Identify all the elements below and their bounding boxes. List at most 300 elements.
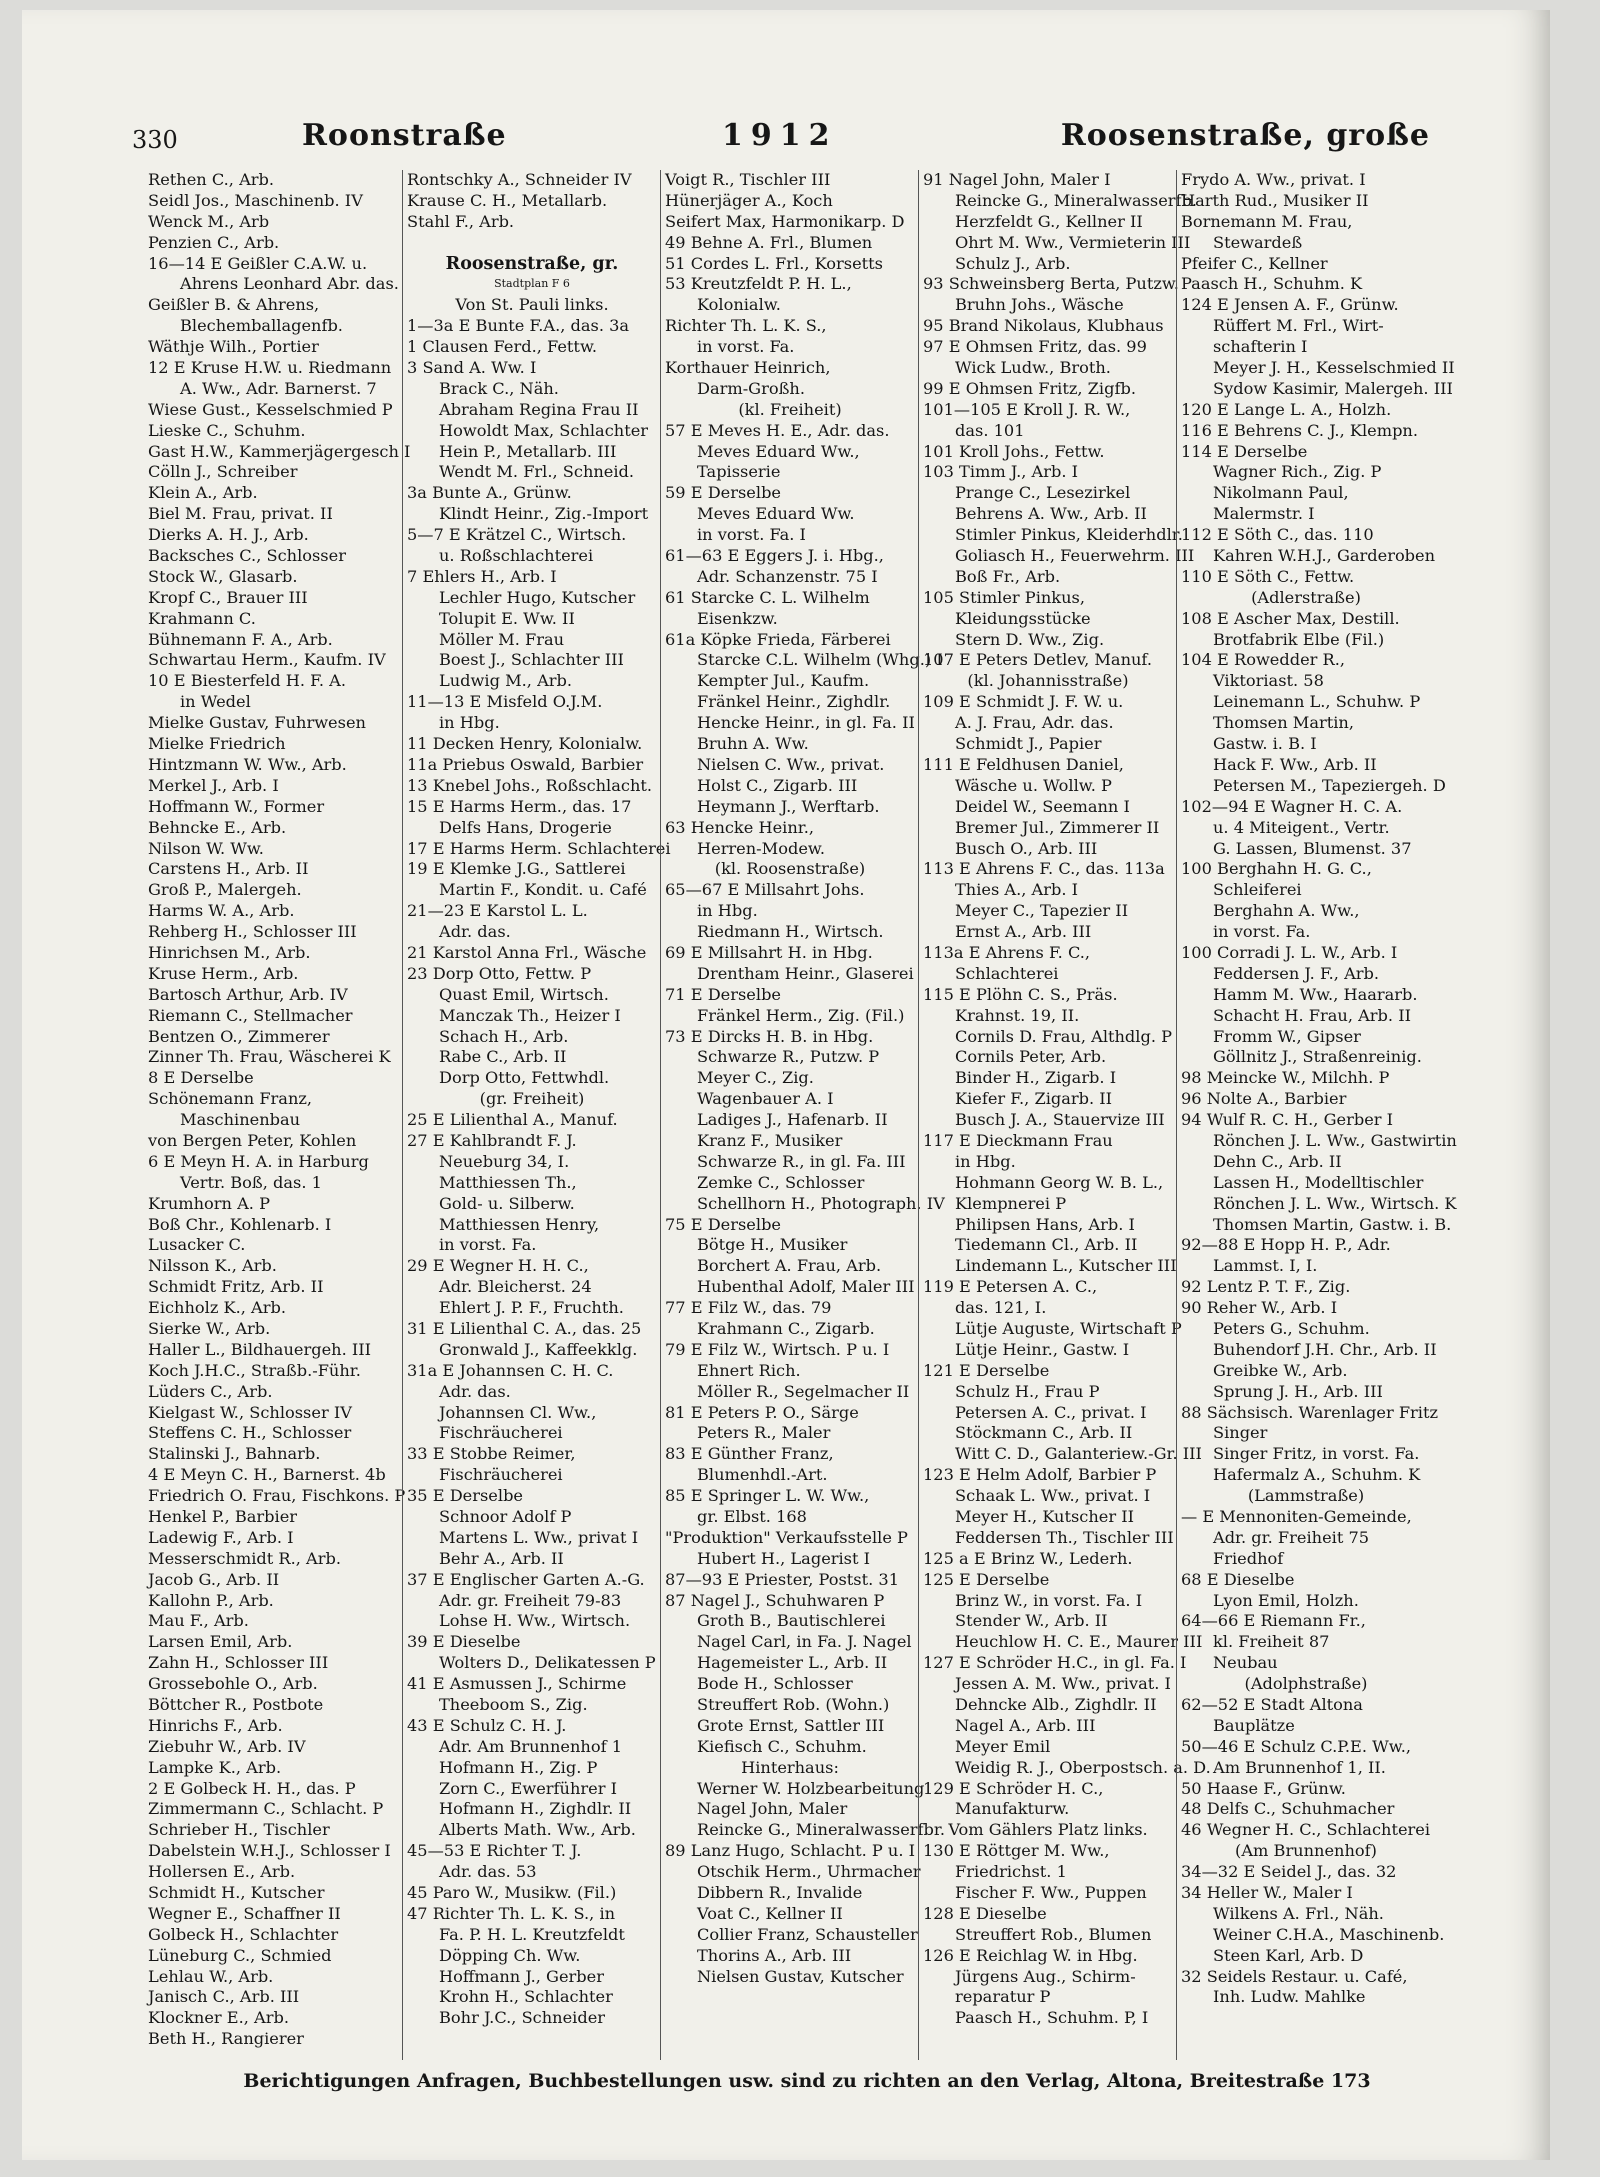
directory-entry: Adr. Bleicherst. 24 [439,1277,592,1297]
directory-entry: Hein P., Metallarb. III [439,441,617,461]
directory-entry: Wagenbauer A. I [697,1089,834,1109]
directory-entry: Brotfabrik Elbe (Fil.) [1213,629,1385,649]
directory-entry: 50 Haase F., Grünw. [1181,1778,1346,1798]
directory-entry: Lieske C., Schuhm. [148,420,306,440]
directory-entry: 125 a E Brinz W., Lederh. [923,1548,1133,1568]
directory-entry: 93 Schweinsberg Berta, Putzw. [923,274,1179,294]
directory-entry [403,233,661,254]
directory-entry: 43 E Schulz C. H. J. [407,1715,567,1735]
directory-entry: Adr. gr. Freiheit 79-83 [439,1590,622,1610]
directory-entry: Stalinski J., Bahnarb. [148,1444,321,1464]
directory-entry: Schönemann Franz, [148,1089,313,1109]
directory-entry: Rabe C., Arb. II [439,1047,567,1067]
directory-entry: Starcke C.L. Wilhelm (Whg.) I [697,650,943,670]
directory-entry: 110 E Söth C., Fettw. [1181,566,1355,586]
directory-entry: Schaak L. Ww., privat. I [955,1486,1151,1506]
directory-entry: Wick Ludw., Broth. [955,358,1111,378]
directory-entry: Bötge H., Musiker [697,1235,848,1255]
directory-entry: Fromm W., Gipser [1213,1026,1361,1046]
directory-entry: 75 E Derselbe [665,1214,782,1234]
directory-entry: 89 Lanz Hugo, Schlacht. P u. I [665,1841,916,1861]
cross-street: (kl. Johannisstraße) [967,671,1129,691]
directory-entry: Stern D. Ww., Zig. [955,629,1105,649]
directory-entry: Adr. Schanzenstr. 75 I [697,566,878,586]
directory-entry: 101 Kroll Johs., Fettw. [923,441,1105,461]
directory-entry: Möller M. Frau [439,629,565,649]
directory-entry: 11 Decken Henry, Kolonialw. [407,734,643,754]
directory-entry: Hencke Heinr., in gl. Fa. II [697,713,915,733]
directory-entry: Kempter Jul., Kaufm. [697,671,870,691]
directory-entry: 69 E Millsahrt H. in Hbg. [665,942,873,962]
directory-entry: Wegner E., Schaffner II [148,1903,341,1923]
year-title: 1912 [722,118,838,153]
directory-entry: gr. Elbst. 168 [697,1507,807,1526]
directory-entry: Riemann C., Stellmacher [148,1005,353,1025]
directory-entry: 50—46 E Schulz C.P.E. Ww., [1181,1736,1412,1756]
directory-entry: "Produktion" Verkaufsstelle P [665,1527,908,1547]
directory-entry: 2 E Golbeck H. H., das. P [148,1778,356,1798]
directory-entry: Harth Rud., Musiker II [1181,190,1369,210]
directory-entry: Ziebuhr W., Arb. IV [148,1736,306,1756]
directory-entry: Dierks A. H. J., Arb. [148,525,309,545]
directory-entry: Fränkel Herm., Zig. (Fil.) [697,1005,905,1025]
directory-entry: Krahmann C., Zigarb. [697,1318,875,1338]
footer-notice: Berichtigungen Anfragen, Buchbestellungen usw. sind zu richten an den Verlag, Altona, Breitestraße 173 [243,2070,1371,2092]
directory-entry: Fränkel Heinr., Zighdlr. [697,692,891,712]
directory-entry: Peters R., Maler [697,1423,831,1443]
directory-entry: Gronwald J., Kaffeekklg. [439,1339,638,1359]
directory-entry: Bohr J.C., Schneider [439,2008,606,2028]
directory-entry: 98 Meincke W., Milchh. P [1181,1068,1390,1088]
directory-entry: Adr. das. [439,922,511,942]
directory-entry: Maschinenbau [180,1110,301,1130]
directory-entry: — E Mennoniten-Gemeinde, [1181,1507,1412,1526]
directory-entry: Pfeifer C., Kellner [1181,253,1328,273]
cross-street: (kl. Freiheit) [738,399,842,419]
page-header [132,118,1430,164]
directory-entry: 97 E Ohmsen Fritz, das. 99 [923,337,1147,357]
directory-entry: Busch J. A., Stauervize III [955,1110,1165,1130]
directory-entry: Greibke W., Arb. [1213,1360,1348,1380]
directory-entry: 99 E Ohmsen Fritz, Zigfb. [923,378,1136,398]
directory-entry: 128 E Dieselbe [923,1903,1047,1923]
directory-entry: Bruhn A. Ww. [697,734,809,754]
directory-entry: Busch O., Arb. III [955,838,1098,858]
directory-page [22,10,1550,2160]
directory-entry: Krumhorn A. P [148,1193,270,1213]
directory-entry: 129 E Schröder H. C., [923,1778,1104,1798]
directory-entry: Ladewig F., Arb. I [148,1527,294,1547]
directory-entry: Dibbern R., Invalide [697,1883,863,1903]
directory-entry: Lohse H. Ww., Wirtsch. [439,1611,631,1631]
directory-entry: Meyer C., Tapezier II [955,901,1129,921]
directory-entry: Steffens C. H., Schlosser [148,1423,352,1443]
directory-entry: Schmidt H., Kutscher [148,1883,325,1903]
directory-entry: Schach H., Arb. [439,1026,569,1046]
directory-entry: 35 E Derselbe [407,1486,524,1506]
column-1 [144,170,411,2060]
directory-entry: Bremer Jul., Zimmerer II [955,817,1160,837]
directory-entry: Kleidungsstücke [955,608,1091,628]
directory-entry: Rehberg H., Schlosser III [148,922,357,942]
directory-entry: Philipsen Hans, Arb. I [955,1214,1135,1234]
directory-entry: Mielke Gustav, Fuhrwesen [148,713,366,733]
directory-entry: 29 E Wegner H. H. C., [407,1256,589,1276]
directory-entry: 73 E Dircks H. B. in Hbg. [665,1026,874,1046]
directory-entry: Lampke K., Arb. [148,1757,282,1777]
directory-entry: Stahl F., Arb. [407,211,515,231]
directory-entry: Seidl Jos., Maschinenb. IV [148,190,363,210]
directory-entry: Manczak Th., Heizer I [439,1005,621,1025]
directory-entry: Korthauer Heinrich, [665,358,831,378]
directory-entry: 109 E Schmidt J. F. W. u. [923,692,1124,712]
directory-entry: 107 E Peters Detlev, Manuf. [923,650,1152,670]
directory-entry: Goliasch H., Feuerwehrm. III [955,546,1195,566]
column-5 [1176,170,1457,2060]
directory-entry: 1 Clausen Ferd., Fettw. [407,337,598,357]
directory-entry: in Hbg. [955,1151,1016,1171]
directory-entry: 90 Reher W., Arb. I [1181,1298,1338,1318]
directory-entry: Sprung J. H., Arb. III [1213,1381,1383,1401]
directory-entry: Holst C., Zigarb. III [697,775,858,795]
directory-entry: Nielsen C. Ww., privat. [697,754,885,774]
directory-entry: 62—52 E Stadt Altona [1181,1695,1363,1715]
directory-entry: Schellhorn H., Photograph. IV [697,1193,945,1213]
directory-entry: 37 E Englischer Garten A.-G. [407,1569,645,1589]
directory-entry: 114 E Derselbe [1181,441,1308,461]
directory-entry: 79 E Filz W., Wirtsch. P u. I [665,1339,890,1359]
directory-entry: Boß Fr., Arb. [955,566,1061,586]
directory-entry: Behncke E., Arb. [148,817,287,837]
directory-entry: Meves Eduard Ww. [697,504,855,524]
directory-entry: Schmidt J., Papier [955,734,1102,754]
directory-entry: 31a E Johannsen C. H. C. [407,1360,614,1380]
directory-entry: 96 Nolte A., Barbier [1181,1089,1347,1109]
directory-entry: Peters G., Schuhm. [1213,1318,1370,1338]
directory-entry: Krohn H., Schlachter [439,1987,613,2007]
directory-entry: Nilson W. Ww. [148,838,264,858]
directory-entry: Messerschmidt R., Arb. [148,1548,341,1568]
directory-entry: 121 E Derselbe [923,1360,1050,1380]
directory-entry: Hinrichsen M., Arb. [148,942,311,962]
directory-entry: Petersen A. C., privat. I [955,1402,1147,1422]
directory-entry: Fa. P. H. L. Kreutzfeldt [439,1924,625,1944]
directory-entry: Hofmann H., Zighdlr. II [439,1799,632,1819]
directory-entry: Golbeck H., Schlachter [148,1924,339,1944]
directory-entry: Bartosch Arthur, Arb. IV [148,984,348,1004]
directory-entry: Thies A., Arb. I [955,880,1079,900]
directory-entry: Schlachterei [955,963,1059,983]
directory-entry: 92 Lentz P. T. F., Zig. [1181,1277,1351,1297]
directory-entry: Koch J.H.C., Straßb.-Führ. [148,1360,361,1380]
directory-entry: Singer [1213,1423,1268,1443]
directory-entry: kl. Freiheit 87 [1213,1632,1330,1652]
directory-entry: Vertr. Boß, das. 1 [180,1172,322,1192]
directory-entry: Weidig R. J., Oberpostsch. a. D. [955,1757,1211,1777]
directory-entry: 116 E Behrens C. J., Klempn. [1181,420,1419,440]
directory-entry: 1—3a E Bunte F.A., das. 3a [407,316,630,336]
directory-entry: Martens L. Ww., privat I [439,1527,639,1547]
directory-entry: Feddersen J. F., Arb. [1213,963,1380,983]
directory-entry: Singer Fritz, in vorst. Fa. [1213,1444,1420,1464]
directory-entry: Leinemann L., Schuhw. P [1213,692,1421,712]
directory-entry: 102—94 E Wagner H. C. A. [1181,796,1403,816]
directory-entry: 49 Behne A. Frl., Blumen [665,232,873,252]
directory-entry: Am Brunnenhof 1, II. [1213,1757,1386,1777]
directory-entry: Herzfeldt G., Kellner II [955,211,1143,231]
directory-entry: Wendt M. Frl., Schneid. [439,462,635,482]
directory-entry: Adr. gr. Freiheit 75 [1213,1527,1370,1547]
directory-entry: 17 E Harms Herm. Schlachterei [407,838,671,858]
directory-entry: Jacob G., Arb. II [148,1569,280,1589]
directory-entry: Schmidt Fritz, Arb. II [148,1277,324,1297]
directory-entry: 125 E Derselbe [923,1569,1050,1589]
directory-entry: 115 E Plöhn C. S., Präs. [923,984,1118,1004]
directory-entry: Martin F., Kondit. u. Café [439,880,647,900]
directory-entry: Viktoriast. 58 [1213,671,1324,691]
directory-entry: Ernst A., Arb. III [955,922,1092,942]
directory-entry: Biel M. Frau, privat. II [148,504,333,524]
directory-entry: Petersen M., Tapeziergeh. D [1213,775,1446,795]
directory-entry: Dabelstein W.H.J., Schlosser I [148,1841,391,1861]
directory-entry: Kranz F., Musiker [697,1130,843,1150]
directory-entry: 12 E Kruse H.W. u. Riedmann [148,358,392,378]
street-heading: Roosenstraße, gr. [445,253,619,274]
column-4 [918,170,1211,2060]
directory-entry: 7 Ehlers H., Arb. I [407,566,557,586]
directory-entry: Ehlert J. P. F., Fruchth. [439,1298,624,1318]
directory-entry: Mau F., Arb. [148,1611,249,1631]
directory-entry: Kolonialw. [697,295,781,315]
directory-entry: Reincke G., Mineralwasserfb. [955,190,1198,210]
directory-entry: Möller R., Segelmacher II [697,1381,910,1401]
cross-street: Hinterhaus: [741,1757,839,1777]
directory-entry: Johannsen Cl. Ww., [439,1402,597,1422]
directory-entry: 46 Wegner H. C., Schlachterei [1181,1820,1431,1840]
directory-entry: Lüders C., Arb. [148,1381,273,1401]
directory-entry: Stender W., Arb. II [955,1611,1108,1631]
cross-street: (Adlerstraße) [1251,587,1361,607]
directory-entry: Boß Chr., Kohlenarb. I [148,1214,332,1234]
directory-entry: 117 E Dieckmann Frau [923,1130,1113,1150]
directory-entry: Schulz J., Arb. [955,253,1071,273]
directory-entry: Rüffert M. Frl., Wirt- [1213,316,1384,336]
directory-entry: Zorn C., Ewerführer I [439,1778,617,1798]
directory-entry: Lyon Emil, Holzh. [1213,1590,1359,1610]
directory-entry: 53 Kreutzfeldt P. H. L., [665,274,852,294]
directory-entry: A. Ww., Adr. Barnerst. 7 [180,378,377,398]
directory-entry: in Wedel [180,692,251,712]
directory-entry: Tiedemann Cl., Arb. II [955,1235,1138,1255]
directory-entry: 103 Timm J., Arb. I [923,462,1079,482]
directory-entry: Darm-Großh. [697,378,805,398]
directory-entry: Meyer C., Zig. [697,1068,814,1088]
directory-entry: Nagel Carl, in Fa. J. Nagel [697,1632,912,1652]
directory-entry: Quast Emil, Wirtsch. [439,984,609,1004]
directory-entry: Sydow Kasimir, Malergeh. III [1213,378,1453,398]
left-running-title: Roonstraße [302,118,507,153]
directory-entry: Matthiessen Henry, [439,1214,600,1234]
directory-entry: Deidel W., Seemann I [955,796,1130,816]
directory-entry: Steen Karl, Arb. D [1213,1945,1364,1965]
directory-entry: Otschik Herm., Uhrmacher [697,1862,921,1882]
directory-entry: Klempnerei P [955,1193,1067,1213]
directory-entry: Kropf C., Brauer III [148,587,308,607]
directory-entry: Nagel John, Maler [697,1799,848,1819]
directory-entry: Howoldt Max, Schlachter [439,420,649,440]
right-running-title: Roosenstraße, große [1060,118,1430,153]
directory-entry: Rönchen J. L. Ww., Wirtsch. K [1213,1193,1457,1213]
directory-entry: Thomsen Martin, [1213,713,1354,733]
directory-entry: Richter Th. L. K. S., [665,316,827,336]
directory-entry: 25 E Lilienthal A., Manuf. [407,1110,618,1130]
directory-entry: Ahrens Leonhard Abr. das. [180,274,399,294]
cross-street: Vom Gählers Platz links. [948,1820,1148,1840]
directory-entry: in Hbg. [439,713,500,733]
directory-entry: Ohrt M. Ww., Vermieterin III [955,232,1191,252]
directory-entry: Reincke G., Mineralwasserfbr. [697,1820,945,1840]
directory-entry: von Bergen Peter, Kohlen [148,1130,357,1150]
directory-entry: 16—14 E Geißler C.A.W. u. [148,253,368,273]
directory-entry: 51 Cordes L. Frl., Korsetts [665,253,883,273]
directory-entry: Klein A., Arb. [148,483,258,503]
directory-entry: 87 Nagel J., Schuhwaren P [665,1590,885,1610]
directory-entry: in vorst. Fa. [1213,922,1311,942]
directory-entry: Fischräucherei [439,1465,563,1485]
directory-entry: Feddersen Th., Tischler III [955,1527,1174,1547]
directory-entry: Stimler Pinkus, Kleiderhdlr. [955,525,1183,545]
directory-entry: 48 Delfs C., Schuhmacher [1181,1799,1395,1819]
directory-entry: Wiese Gust., Kesselschmied P [148,399,393,419]
directory-entry: 61 Starcke C. L. Wilhelm [665,587,870,607]
directory-entry: 113 E Ahrens F. C., das. 113a [923,859,1165,879]
directory-entry: Manufakturw. [955,1799,1070,1819]
directory-entry: 63 Hencke Heinr., [665,817,815,837]
directory-entry: Kiefisch C., Schuhm. [697,1736,867,1756]
directory-entry: 34—32 E Seidel J., das. 32 [1181,1862,1397,1882]
directory-entry: 57 E Meves H. E., Adr. das. [665,420,890,440]
directory-entry: Hintzmann W. Ww., Arb. [148,754,347,774]
directory-entry: Riedmann H., Wirtsch. [697,922,884,942]
directory-entry: 91 Nagel John, Maler I [923,170,1111,189]
map-reference: Stadtplan F 6 [494,277,570,291]
directory-entry: Schwarze R., in gl. Fa. III [697,1151,906,1171]
directory-entry: Behr A., Arb. II [439,1548,564,1568]
directory-entry: Voigt R., Tischler III [665,170,831,189]
directory-entry: Kruse Herm., Arb. [148,963,299,983]
directory-entry: 100 Corradi J. L. W., Arb. I [1181,942,1398,962]
directory-entry: 3 Sand A. Ww. I [407,358,537,378]
directory-entry: Penzien C., Arb. [148,232,280,252]
directory-entry: Nagel A., Arb. III [955,1715,1096,1735]
directory-entry: 32 Seidels Restaur. u. Café, [1181,1966,1408,1986]
directory-entry: Paasch H., Schuhm. K [1181,274,1363,294]
directory-entry: 64—66 E Riemann Fr., [1181,1611,1366,1631]
directory-entry: Drentham Heinr., Glaserei [697,963,914,983]
directory-entry: Cornils D. Frau, Althdlg. P [955,1026,1173,1046]
directory-entry: Herren-Modew. [697,838,825,858]
directory-entry: Lütje Auguste, Wirtschaft P [955,1318,1182,1338]
directory-entry: Dehncke Alb., Zighdlr. II [955,1695,1157,1715]
directory-entry: Neueburg 34, I. [439,1151,570,1171]
directory-entry: Lüneburg C., Schmied [148,1945,332,1965]
directory-entry: 61a Köpke Frieda, Färberei [665,629,891,649]
directory-entry: 45 Paro W., Musikw. (Fil.) [407,1883,617,1903]
directory-entry: Hafermalz A., Schuhm. K [1213,1465,1421,1485]
directory-entry: Dorp Otto, Fettwhdl. [439,1068,610,1088]
directory-entry: Schwarze R., Putzw. P [697,1047,880,1067]
directory-entry: 108 E Ascher Max, Destill. [1181,608,1400,628]
directory-entry: das. 101 [955,420,1025,440]
directory-entry: Cölln J., Schreiber [148,462,298,482]
directory-entry: Kahren W.H.J., Garderoben [1213,546,1436,566]
directory-entry: Schrieber H., Tischler [148,1820,330,1840]
directory-entry: 130 E Röttger M. Ww., [923,1841,1110,1861]
directory-entry: Janisch C., Arb. III [148,1987,300,2007]
directory-entry: Wolters D., Delikatessen P [439,1653,656,1673]
directory-entry: Meyer J. H., Kesselschmied II [1213,358,1455,378]
directory-entry: Paasch H., Schuhm. P, I [955,2008,1149,2028]
directory-entry: u. 4 Miteigent., Vertr. [1213,817,1390,837]
directory-entry: Hubenthal Adolf, Maler III [697,1277,915,1297]
directory-entry: Meyer Emil [955,1736,1051,1756]
directory-entry: Groth B., Bautischlerei [697,1611,886,1631]
directory-entry: 112 E Söth C., das. 110 [1181,525,1374,545]
directory-entry: Streuffert Rob., Blumen [955,1924,1152,1944]
directory-entry: Bode H., Schlosser [697,1674,853,1694]
directory-entry: Heuchlow H. C. E., Maurer III [955,1632,1203,1652]
directory-entry: Rethen C., Arb. [148,170,275,189]
directory-entry: 123 E Helm Adolf, Barbier P [923,1465,1157,1485]
directory-entry: 94 Wulf R. C. H., Gerber I [1181,1110,1394,1130]
cross-street: (kl. Roosenstraße) [714,859,866,879]
directory-entry: Alberts Math. Ww., Arb. [439,1820,636,1840]
directory-entry: Voat C., Kellner II [697,1903,843,1923]
directory-entry: das. 121, I. [955,1298,1047,1318]
cross-street: (Adolphstraße) [1244,1674,1368,1694]
directory-entry: Blechemballagenfb. [180,316,343,336]
directory-entry: 4 E Meyn C. H., Barnerst. 4b [148,1465,386,1485]
directory-entry: Inh. Ludw. Mahlke [1213,1987,1366,2007]
directory-entry: Sierke W., Arb. [148,1318,271,1338]
directory-entry: 31 E Lilienthal C. A., das. 25 [407,1318,642,1338]
directory-entry: Grote Ernst, Sattler III [697,1715,885,1735]
directory-entry: Heymann J., Werftarb. [697,796,880,816]
directory-entry: schafterin I [1213,337,1308,357]
directory-entry: 6 E Meyn H. A. in Harburg [148,1151,369,1171]
directory-entry: Ladiges J., Hafenarb. II [697,1110,888,1130]
directory-entry: Theeboom S., Zig. [439,1695,588,1715]
directory-entry: Streuffert Rob. (Wohn.) [697,1695,890,1715]
directory-entry: in vorst. Fa. [697,337,795,357]
directory-entry: Hinrichs F., Arb. [148,1715,283,1735]
directory-entry: Meves Eduard Ww., [697,441,860,461]
directory-entry: Berghahn A. Ww., [1213,901,1360,921]
column-2 [402,170,671,2060]
directory-entry: Adr. das. [439,1381,511,1401]
directory-entry: Friedrich O. Frau, Fischkons. P [148,1486,406,1506]
directory-entry: Gast H.W., Kammerjägergesch I [148,441,411,461]
directory-entry: 88 Sächsisch. Warenlager Fritz [1181,1402,1439,1422]
directory-entry: Klindt Heinr., Zig.-Import [439,504,649,524]
directory-entry: Kielgast W., Schlosser IV [148,1402,352,1422]
directory-entry: Prange C., Lesezirkel [955,483,1131,503]
directory-entry: in Hbg. [697,901,758,921]
directory-entry: Stock W., Glasarb. [148,566,298,586]
directory-entry: Haller L., Bildhauergeh. III [148,1339,372,1359]
directory-entry: Beth H., Rangierer [148,2029,304,2049]
directory-entry: 81 E Peters P. O., Särge [665,1402,859,1422]
